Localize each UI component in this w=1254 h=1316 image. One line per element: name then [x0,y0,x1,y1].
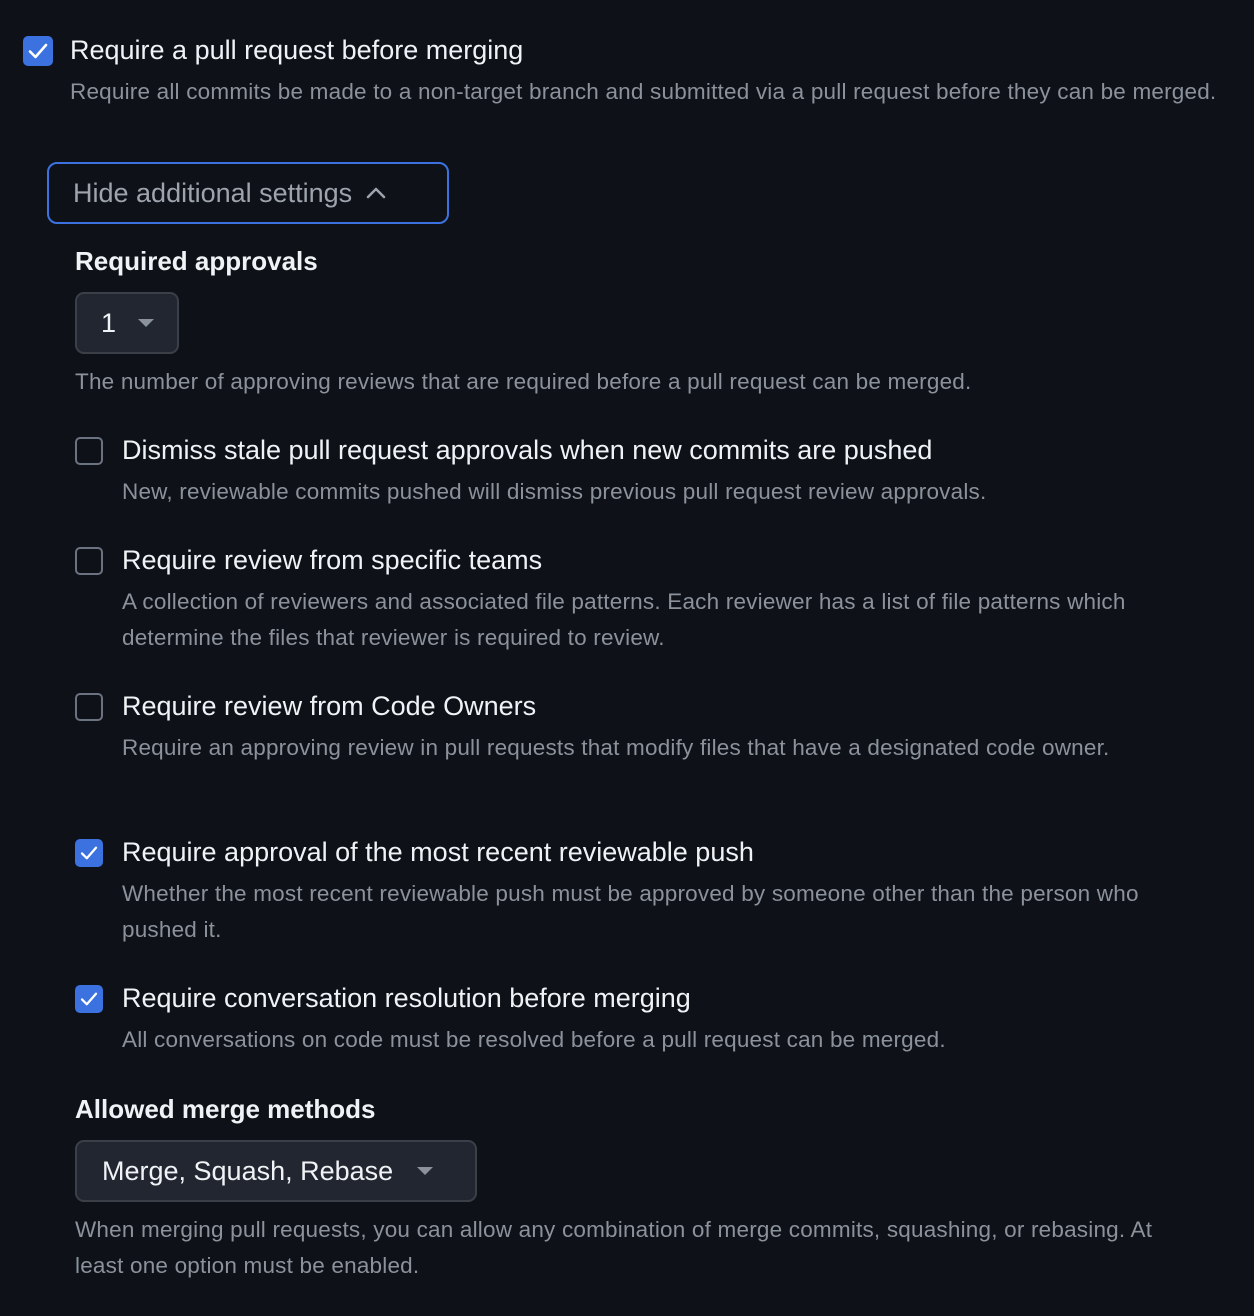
chevron-up-icon [366,187,386,199]
dismiss-stale-approvals-checkbox[interactable] [75,437,103,465]
hide-additional-settings-label: Hide additional settings [73,177,353,208]
checkmark-icon [80,846,98,860]
approval-recent-push-checkbox[interactable] [75,839,103,867]
merge-methods-select[interactable] [75,1140,477,1202]
conversation-resolution-label[interactable]: Require conversation resolution before merging [122,983,691,1013]
hide-additional-settings-button[interactable] [47,162,449,224]
conversation-resolution-description: All conversations on code must be resolved before a pull request can be merged. [122,1027,946,1052]
merge-methods-value: Merge, Squash, Rebase [102,1155,394,1186]
required-approvals-heading: Required approvals [75,246,318,276]
review-specific-teams-label[interactable]: Require review from specific teams [122,545,543,575]
require-pull-request-label[interactable]: Require a pull request before merging [70,35,524,65]
review-specific-teams-checkbox[interactable] [75,547,103,575]
required-approvals-select[interactable] [75,292,179,354]
review-code-owners-description: Require an approving review in pull requests that modify files that have a designated code owner. [122,735,1110,760]
dismiss-stale-approvals-description: New, reviewable commits pushed will dismiss previous pull request review approvals. [122,479,987,504]
review-specific-teams-description: A collection of reviewers and associated file patterns. Each reviewer has a list of file patterns which determine the files that reviewer is required to review. [122,589,1126,650]
require-pull-request-checkbox[interactable] [23,36,53,66]
caret-down-icon [417,1167,433,1175]
checkmark-icon [80,992,98,1006]
checkmark-icon [28,43,48,59]
merge-methods-heading: Allowed merge methods [75,1094,376,1124]
caret-down-icon [138,319,154,327]
review-code-owners-label[interactable]: Require review from Code Owners [122,691,537,721]
review-code-owners-checkbox[interactable] [75,693,103,721]
required-approvals-description: The number of approving reviews that are required before a pull request can be merged. [75,369,972,394]
merge-methods-description: When merging pull requests, you can allow any combination of merge commits, squashing, or rebasing. At least one option must be enabled. [75,1217,1153,1278]
dismiss-stale-approvals-label[interactable]: Dismiss stale pull request approvals when new commits are pushed [122,435,933,465]
require-pull-request-description: Require all commits be made to a non-target branch and submitted via a pull request before they can be merged. [70,79,1217,104]
conversation-resolution-checkbox[interactable] [75,985,103,1013]
approval-recent-push-label[interactable]: Require approval of the most recent reviewable push [122,837,754,867]
approval-recent-push-description: Whether the most recent reviewable push must be approved by someone other than the person who pushed it. [122,881,1139,942]
required-approvals-value: 1 [101,307,117,338]
